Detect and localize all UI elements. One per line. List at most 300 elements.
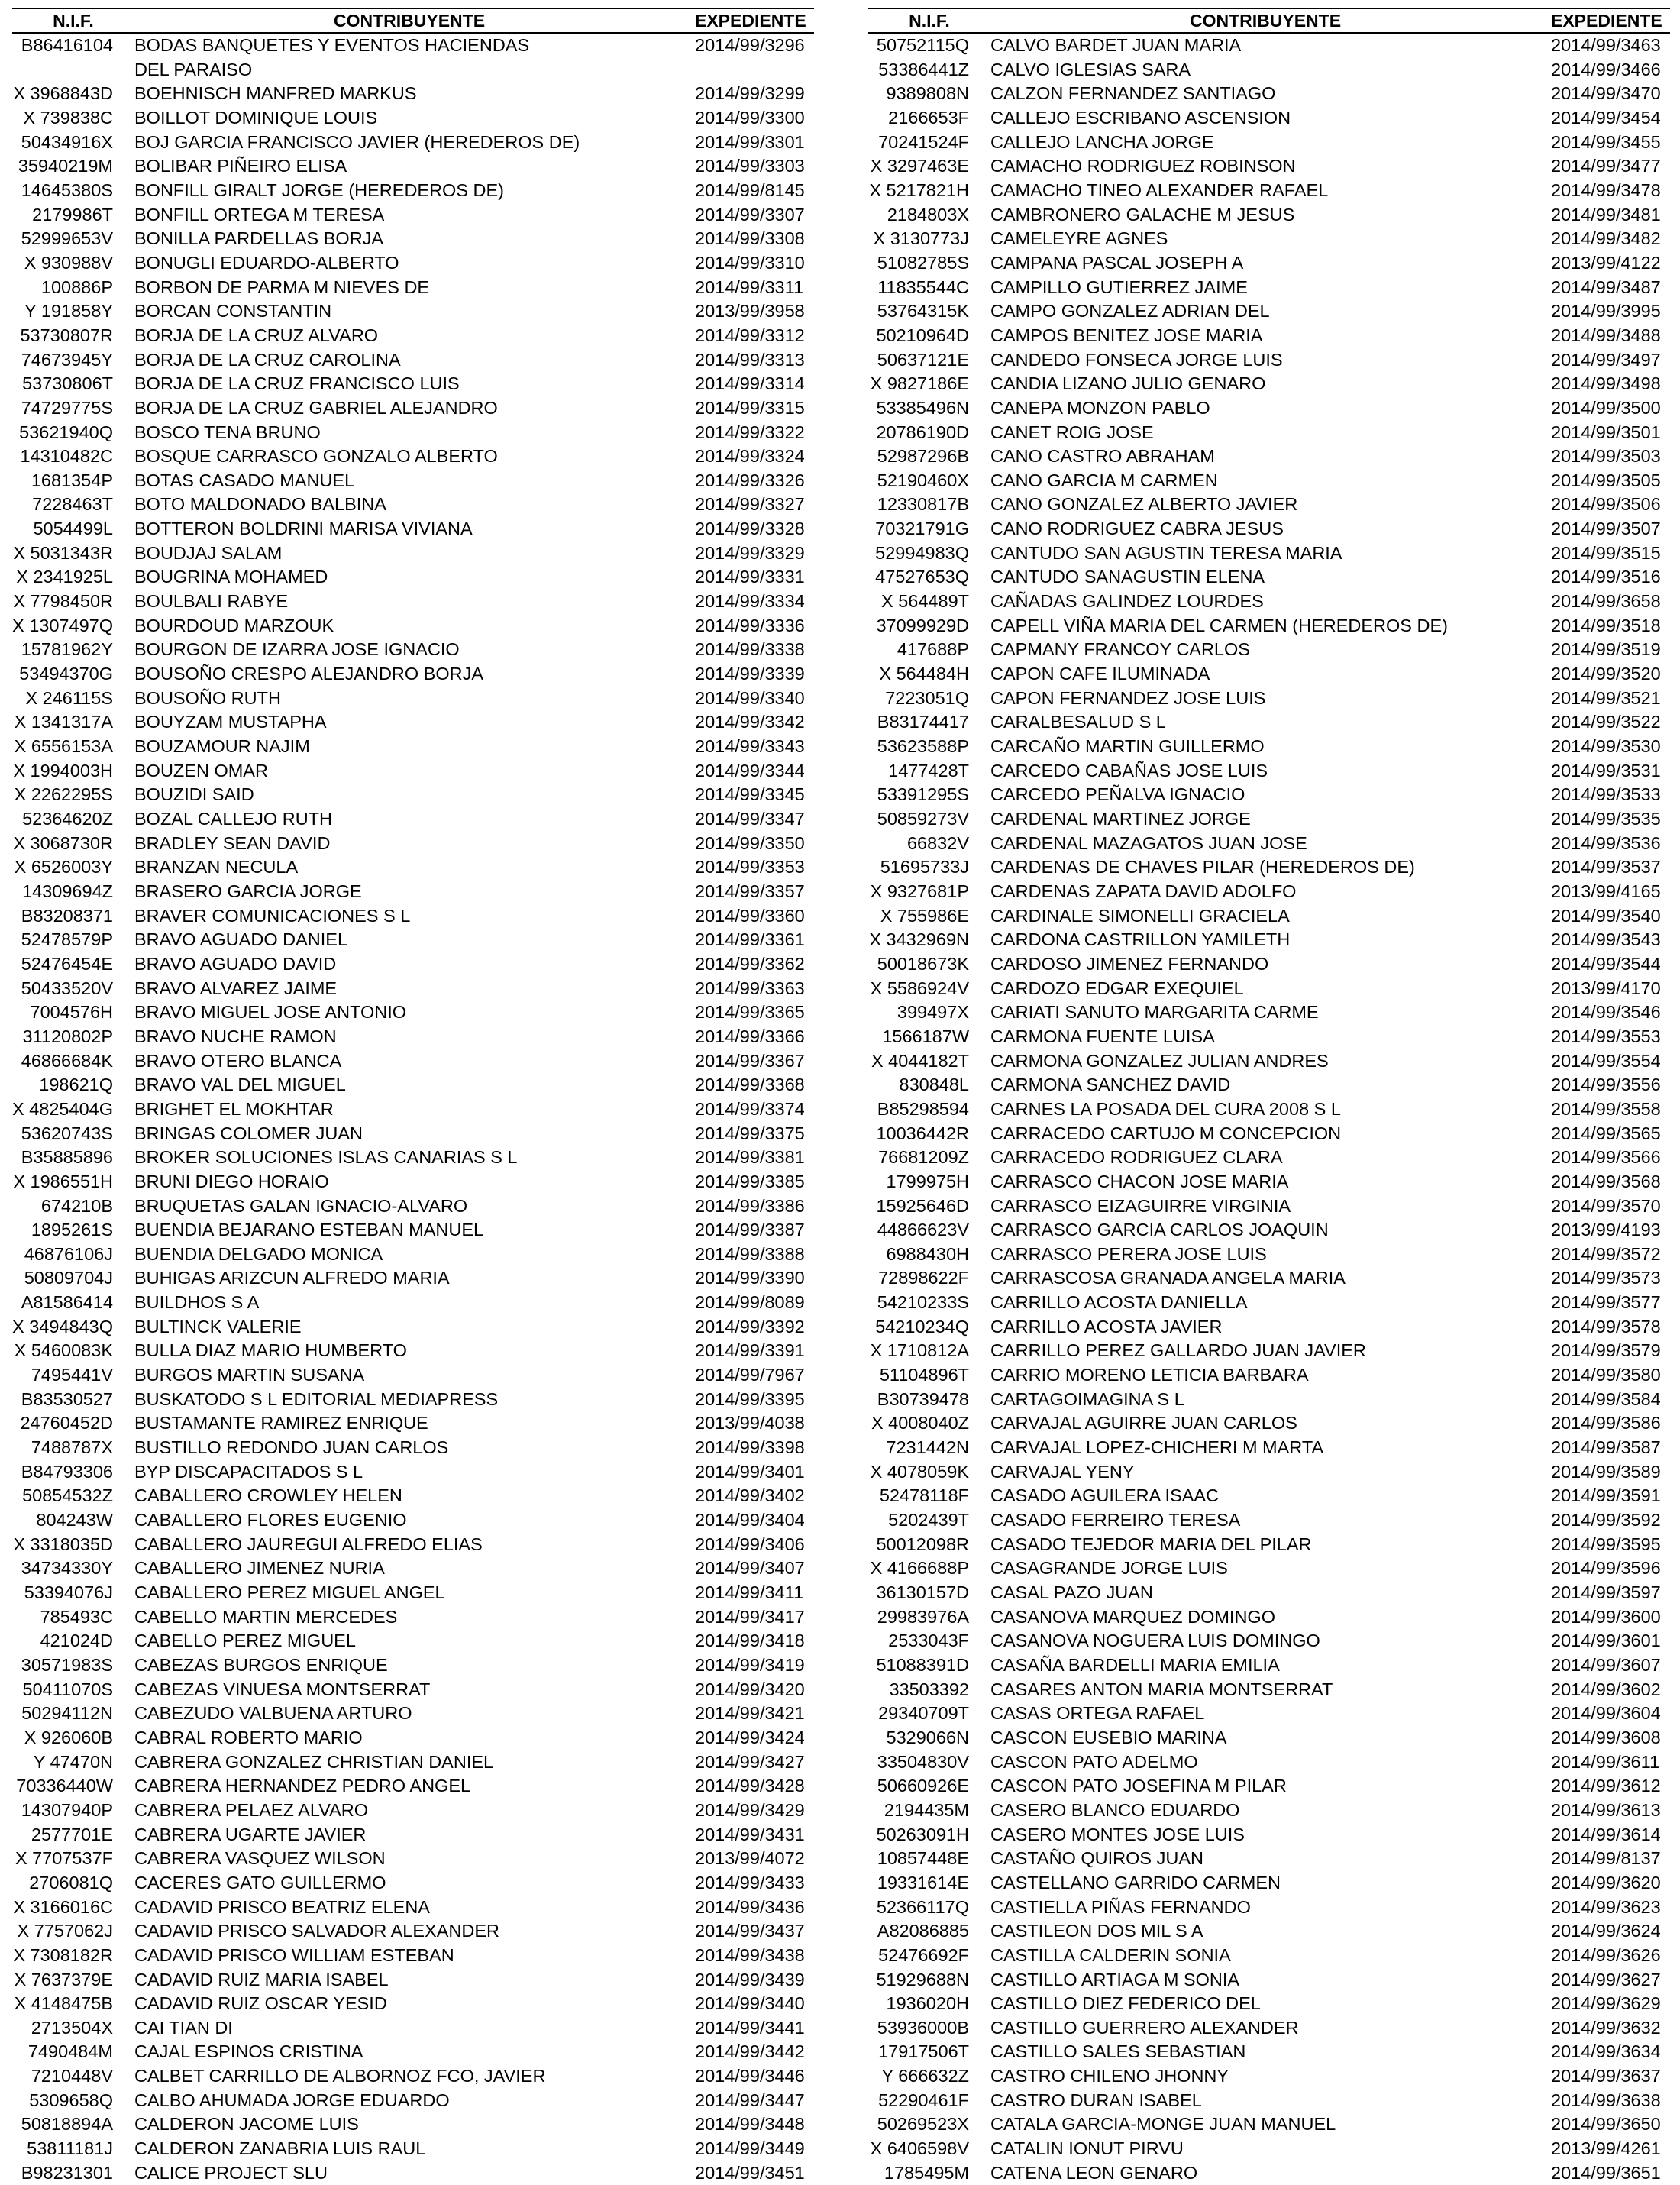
expediente-cell: 2014/99/3579 [1551, 1340, 1661, 1361]
header-row [868, 8, 1670, 33]
contribuyente-cell: CARDOSO JIMENEZ FERNANDO [990, 953, 1269, 974]
header-contribuyente: CONTRIBUYENTE [990, 8, 1540, 33]
expediente-cell: 2014/99/3592 [1551, 1510, 1661, 1530]
nif-cell: 53623588P [877, 736, 969, 757]
contribuyente-cell: BUILDHOS S A [134, 1292, 260, 1313]
expediente-cell: 2014/99/3424 [695, 1727, 805, 1747]
nif-cell: X 6526003Y [14, 857, 113, 878]
table-row [12, 372, 814, 396]
contribuyente-cell: BONFILL ORTEGA M TERESA [134, 204, 385, 225]
contribuyente-cell: CARDENAS ZAPATA DAVID ADOLFO [990, 881, 1297, 901]
expediente-cell: 2014/99/3374 [695, 1098, 805, 1119]
nif-cell: 52478118F [879, 1485, 969, 1506]
nif-cell: 830848L [899, 1075, 969, 1095]
contribuyente-cell: BONUGLI EDUARDO-ALBERTO [134, 252, 399, 273]
table-row [868, 517, 1670, 541]
expediente-cell: 2014/99/3401 [695, 1461, 805, 1482]
contribuyente-cell: CARRASCO GARCIA CARLOS JOAQUIN [990, 1220, 1329, 1240]
table-row [12, 1484, 814, 1508]
table-row [868, 759, 1670, 784]
nif-cell: 46866684K [21, 1050, 113, 1071]
expediente-cell: 2014/99/3385 [695, 1171, 805, 1191]
nif-cell: 53621940Q [19, 422, 113, 442]
expediente-cell: 2014/99/3308 [695, 228, 805, 249]
nif-cell: Y 47470N [33, 1751, 113, 1772]
taxpayer-table-left [12, 8, 814, 2185]
expediente-cell: 2014/99/3429 [695, 1799, 805, 1820]
contribuyente-cell: CASANOVA MARQUEZ DOMINGO [990, 1606, 1275, 1627]
contribuyente-cell: CABALLERO CROWLEY HELEN [134, 1485, 402, 1506]
nif-cell: 76681209Z [878, 1147, 969, 1168]
nif-cell: 52190460X [877, 470, 969, 490]
expediente-cell: 2013/99/4038 [695, 1413, 805, 1434]
nif-cell: X 1341317A [14, 712, 113, 732]
expediente-cell: 2014/99/3580 [1551, 1365, 1661, 1385]
nif-cell: 53394076J [24, 1582, 113, 1602]
nif-cell: 14307940P [21, 1799, 113, 1820]
expediente-cell: 2014/99/3507 [1551, 519, 1661, 539]
table-row [12, 1774, 814, 1799]
table-row [868, 952, 1670, 977]
nif-cell: X 755986E [880, 905, 969, 926]
table-row [12, 154, 814, 179]
table-row [12, 469, 814, 493]
table-row [868, 1194, 1670, 1219]
table-row [12, 1847, 814, 1871]
table-row [868, 662, 1670, 687]
nif-cell: 50411070S [22, 1679, 113, 1699]
table-row [12, 203, 814, 228]
nif-cell: 2577701E [31, 1824, 113, 1844]
table-row [868, 1315, 1670, 1340]
contribuyente-cell: BRIGHET EL MOKHTAR [134, 1098, 334, 1119]
expediente-cell: 2014/99/3995 [1551, 301, 1661, 322]
expediente-cell: 2014/99/3404 [695, 1510, 805, 1530]
expediente-cell: 2014/99/3515 [1551, 542, 1661, 563]
expediente-cell: 2014/99/3531 [1551, 760, 1661, 781]
table-row [868, 1122, 1670, 1146]
nif-cell: 1785495M [884, 2162, 969, 2183]
contribuyente-cell: CATALIN IONUT PIRVU [990, 2138, 1184, 2159]
nif-cell: 6988430H [886, 1243, 969, 1264]
expediente-cell: 2014/99/3556 [1551, 1075, 1661, 1095]
expediente-cell: 2014/99/3381 [695, 1147, 805, 1168]
nif-cell: B83174417 [877, 712, 969, 732]
table-row [12, 1411, 814, 1436]
nif-cell: 1895261S [31, 1220, 113, 1240]
contribuyente-cell: CARCEDO CABAÑAS JOSE LUIS [990, 760, 1268, 781]
contribuyente-cell: CANTUDO SANAGUSTIN ELENA [990, 567, 1265, 587]
table-row [12, 1049, 814, 1074]
expediente-cell: 2014/99/3418 [695, 1631, 805, 1651]
nif-cell: 7495441V [31, 1365, 113, 1385]
table-row [12, 1968, 814, 1993]
table-row [868, 33, 1670, 58]
table-row [12, 2040, 814, 2064]
header-nif: N.I.F. [868, 8, 990, 33]
nif-cell: X 2341925L [16, 567, 113, 587]
nif-cell: 54210233S [877, 1292, 969, 1313]
expediente-cell: 2014/99/3398 [695, 1437, 805, 1458]
nif-cell: 53391295S [877, 784, 969, 805]
expediente-cell: 2014/99/3650 [1551, 2114, 1661, 2135]
nif-cell: Y 191858Y [24, 301, 113, 322]
nif-cell: B83208371 [21, 905, 113, 926]
table-row [12, 2089, 814, 2113]
table-row [868, 1025, 1670, 1049]
table-row [868, 1774, 1670, 1799]
table-row [12, 614, 814, 638]
nif-cell: 52364620Z [22, 809, 113, 829]
nif-cell: 50660926E [877, 1776, 969, 1796]
expediente-cell: 2014/99/3612 [1551, 1776, 1661, 1796]
expediente-cell: 2014/99/3417 [695, 1606, 805, 1627]
nif-cell: 100886P [40, 276, 113, 297]
expediente-cell: 2014/99/3433 [695, 1872, 805, 1892]
contribuyente-cell: CABRERA GONZALEZ CHRISTIAN DANIEL [134, 1751, 494, 1772]
table-row [12, 1339, 814, 1363]
expediente-cell: 2014/99/3428 [695, 1776, 805, 1796]
table-row [868, 1170, 1670, 1194]
table-row [12, 1291, 814, 1315]
nif-cell: 53764315K [877, 301, 969, 322]
table-row [12, 324, 814, 348]
nif-cell: X 926060B [24, 1727, 113, 1747]
expediente-cell: 2014/99/3573 [1551, 1268, 1661, 1288]
expediente-cell: 2014/99/3518 [1551, 615, 1661, 635]
table-row [868, 1750, 1670, 1775]
expediente-cell: 2014/99/3357 [695, 881, 805, 901]
table-row [12, 1823, 814, 1847]
table-row [868, 1533, 1670, 1557]
nif-cell: 399497X [897, 1002, 969, 1023]
table-row [12, 541, 814, 566]
nif-cell: B83530527 [21, 1388, 113, 1409]
nif-cell: X 3297463E [870, 156, 969, 176]
table-row [12, 710, 814, 735]
contribuyente-cell: BORJA DE LA CRUZ CAROLINA [134, 349, 401, 370]
expediente-cell: 2014/99/3420 [695, 1679, 805, 1699]
contribuyente-cell: BRAVO AGUADO DAVID [134, 953, 337, 974]
table-row [12, 1000, 814, 1025]
nif-cell: 14309694Z [22, 881, 113, 901]
nif-cell: 14645380S [21, 179, 113, 200]
nif-cell: 50263091H [876, 1824, 969, 1844]
expediente-cell: 2014/99/3451 [695, 2162, 805, 2183]
expediente-cell: 2014/99/3329 [695, 542, 805, 563]
expediente-cell: 2014/99/3334 [695, 591, 805, 612]
table-row [868, 154, 1670, 179]
table-row [12, 1653, 814, 1678]
contribuyente-cell: CARRASCOSA GRANADA ANGELA MARIA [990, 1268, 1346, 1288]
nif-cell: 52290461F [878, 2090, 969, 2110]
contribuyente-cell: CALICE PROJECT SLU [134, 2162, 328, 2183]
expediente-cell: 2014/99/3331 [695, 567, 805, 587]
contribuyente-cell: CASCON EUSEBIO MARINA [990, 1727, 1227, 1747]
table-row [12, 493, 814, 517]
table-row [868, 1896, 1670, 1920]
nif-cell: B35885896 [21, 1147, 113, 1168]
nif-cell: 2194435M [884, 1799, 969, 1820]
expediente-cell: 2014/99/3307 [695, 204, 805, 225]
table-row [868, 1847, 1670, 1871]
nif-cell: 5309658Q [29, 2090, 113, 2110]
nif-cell: 50859273V [877, 809, 969, 829]
contribuyente-cell: CARIATI SANUTO MARGARITA CARME [990, 1002, 1319, 1023]
contribuyente-cell: CAMACHO RODRIGUEZ ROBINSON [990, 156, 1296, 176]
contribuyente-cell: CARDONA CASTRILLON YAMILETH [990, 929, 1291, 950]
expediente-cell: 2014/99/3546 [1551, 1002, 1661, 1023]
nif-cell: X 3432969N [869, 929, 969, 950]
contribuyente-cell: BOUSOÑO RUTH [134, 687, 281, 708]
table-row [12, 179, 814, 203]
expediente-cell: 2014/99/3447 [695, 2090, 805, 2110]
contribuyente-cell: CAÑADAS GALINDEZ LOURDES [990, 591, 1264, 612]
contribuyente-cell: BRAVO MIGUEL JOSE ANTONIO [134, 1002, 407, 1023]
table-row [868, 1218, 1670, 1243]
table-row [12, 687, 814, 711]
table-row [868, 1049, 1670, 1074]
contribuyente-cell: BOUZEN OMAR [134, 760, 268, 781]
expediente-cell: 2014/99/3627 [1551, 1969, 1661, 1989]
nif-cell: X 7707537F [15, 1848, 113, 1869]
nif-cell: 74673945Y [21, 349, 113, 370]
expediente-cell: 2014/99/8145 [695, 179, 805, 200]
nif-cell: 198621Q [39, 1075, 113, 1095]
table-row [12, 1097, 814, 1122]
expediente-cell: 2014/99/3367 [695, 1050, 805, 1071]
expediente-cell: 2014/99/3402 [695, 1485, 805, 1506]
expediente-cell: 2014/99/3366 [695, 1026, 805, 1046]
table-row [868, 880, 1670, 904]
contribuyente-cell: BUSTAMANTE RAMIREZ ENRIQUE [134, 1413, 428, 1434]
nif-cell: 7490484M [27, 2041, 113, 2062]
contribuyente-cell: CABEZUDO VALBUENA ARTURO [134, 1703, 412, 1724]
expediente-cell: 2014/99/3623 [1551, 1896, 1661, 1917]
nif-cell: 36130157D [876, 1582, 969, 1602]
contribuyente-cell: CAMACHO TINEO ALEXANDER RAFAEL [990, 179, 1329, 200]
expediente-cell: 2014/99/3454 [1551, 107, 1661, 128]
nif-cell: 50018673K [877, 953, 969, 974]
nif-cell: X 5460083K [14, 1340, 113, 1361]
expediente-cell: 2014/99/3300 [695, 107, 805, 128]
contribuyente-cell: CANO RODRIGUEZ CABRA JESUS [990, 519, 1284, 539]
contribuyente-cell: CASARES ANTON MARIA MONTSERRAT [990, 1679, 1333, 1699]
table-row [868, 1508, 1670, 1533]
contribuyente-cell: BULTINCK VALERIE [134, 1316, 302, 1337]
table-row [868, 832, 1670, 856]
nif-cell: 15925646D [876, 1195, 969, 1216]
expediente-cell: 2014/99/3626 [1551, 1944, 1661, 1965]
expediente-cell: 2014/99/3570 [1551, 1195, 1661, 1216]
table-row [12, 1508, 814, 1533]
expediente-cell: 2014/99/3303 [695, 156, 805, 176]
nif-cell: 53730806T [22, 373, 113, 394]
table-row [868, 1944, 1670, 1968]
table-row [12, 904, 814, 929]
contribuyente-cell: CARMONA GONZALEZ JULIAN ANDRES [990, 1050, 1329, 1071]
table-row [868, 565, 1670, 590]
expediente-cell: 2014/99/3342 [695, 712, 805, 732]
table-row [868, 1726, 1670, 1750]
contribuyente-cell: BOUZAMOUR NAJIM [134, 736, 310, 757]
contribuyente-cell: BRASERO GARCIA JORGE [134, 881, 362, 901]
expediente-cell: 2014/99/3565 [1551, 1123, 1661, 1143]
expediente-cell: 2014/99/3328 [695, 519, 805, 539]
contribuyente-cell: BUENDIA BEJARANO ESTEBAN MANUEL [134, 1220, 484, 1240]
expediente-cell: 2014/99/3375 [695, 1123, 805, 1143]
table-row [868, 131, 1670, 155]
table-row [12, 1944, 814, 1968]
nif-cell: 7223051Q [885, 687, 969, 708]
nif-cell: 12330817B [877, 494, 969, 515]
table-row [868, 1146, 1670, 1170]
expediente-cell: 2014/99/3533 [1551, 784, 1661, 805]
contribuyente-cell: BORBON DE PARMA M NIEVES DE [134, 276, 430, 297]
nif-cell: 70321791G [875, 519, 969, 539]
contribuyente-cell: CASERO MONTES JOSE LUIS [990, 1824, 1245, 1844]
expediente-cell: 2014/99/3637 [1551, 2066, 1661, 2086]
table-row [12, 1170, 814, 1194]
table-row [868, 1605, 1670, 1630]
expediente-cell: 2014/99/3310 [695, 252, 805, 273]
table-row [868, 106, 1670, 131]
expediente-cell: 2014/99/3624 [1551, 1921, 1661, 1941]
table-row [868, 1460, 1670, 1485]
expediente-cell: 2014/99/3313 [695, 349, 805, 370]
contribuyente-cell: CABALLERO JAUREGUI ALFREDO ELIAS [134, 1534, 483, 1554]
expediente-cell: 2014/99/3522 [1551, 712, 1661, 732]
header-row [12, 8, 814, 33]
contribuyente-cell: CASADO TEJEDOR MARIA DEL PILAR [990, 1534, 1312, 1554]
contribuyente-cell: CANDEDO FONSECA JORGE LUIS [990, 349, 1283, 370]
nif-cell: X 2262295S [14, 784, 113, 805]
nif-cell: 53730807R [20, 325, 113, 345]
nif-cell: X 3968843D [13, 83, 113, 104]
table-row [12, 131, 814, 155]
expediente-cell: 2014/99/3395 [695, 1388, 805, 1409]
contribuyente-cell: CAPON FERNANDEZ JOSE LUIS [990, 687, 1266, 708]
header-expediente: EXPEDIENTE [1540, 8, 1670, 33]
contribuyente-cell: CANEPA MONZON PABLO [990, 397, 1210, 418]
expediente-cell: 2014/99/3568 [1551, 1171, 1661, 1191]
nif-cell: 14310482C [20, 446, 113, 467]
expediente-cell: 2014/99/3448 [695, 2114, 805, 2135]
table-row [12, 1726, 814, 1750]
expediente-cell: 2014/99/3365 [695, 1002, 805, 1023]
table-row [868, 1556, 1670, 1581]
nif-cell: 54210234Q [875, 1316, 969, 1337]
contribuyente-cell: CALBET CARRILLO DE ALBORNOZ FCO, JAVIER [134, 2066, 546, 2086]
table-row [12, 1315, 814, 1340]
expediente-cell: 2014/99/3572 [1551, 1243, 1661, 1264]
nif-cell: 2713504X [31, 2017, 113, 2038]
nif-cell: X 7637379E [14, 1969, 113, 1989]
contribuyente-cell: CALDERON JACOME LUIS [134, 2114, 359, 2135]
contribuyente-cell: CARDENAS DE CHAVES PILAR (HEREDEROS DE) [990, 857, 1415, 878]
nif-cell: 52476692F [878, 1944, 969, 1965]
nif-cell: X 3068730R [13, 832, 113, 853]
nif-cell: 53620743S [21, 1123, 113, 1143]
expediente-cell: 2014/99/3600 [1551, 1606, 1661, 1627]
expediente-cell: 2014/99/3620 [1551, 1872, 1661, 1892]
contribuyente-cell: BOJ GARCIA FRANCISCO JAVIER (HEREDEROS DE) [134, 131, 580, 152]
contribuyente-cell: BRADLEY SEAN DAVID [134, 832, 331, 853]
table-row [868, 638, 1670, 662]
expediente-cell: 2014/99/3584 [1551, 1388, 1661, 1409]
nif-cell: X 1986551H [13, 1171, 113, 1191]
table-row [12, 783, 814, 807]
header-nif: N.I.F. [12, 8, 134, 33]
nif-cell: 33504830V [877, 1751, 969, 1772]
contribuyente-cell: CARVAJAL LOPEZ-CHICHERI M MARTA [990, 1437, 1324, 1458]
header-contribuyente: CONTRIBUYENTE [134, 8, 684, 33]
table-row [868, 299, 1670, 324]
nif-cell: 50637121E [877, 349, 969, 370]
nif-cell: 7228463T [32, 494, 113, 515]
contribuyente-cell: BOUSOÑO CRESPO ALEJANDRO BORJA [134, 664, 484, 684]
nif-cell: 24760452D [20, 1413, 113, 1434]
contribuyente-cell: BOSQUE CARRASCO GONZALO ALBERTO [134, 446, 498, 467]
nif-cell: X 739838C [23, 107, 113, 128]
expediente-cell: 2014/99/3340 [695, 687, 805, 708]
table-row [12, 977, 814, 1001]
table-row [12, 1629, 814, 1653]
nif-cell: 70241524F [878, 131, 969, 152]
table-row [12, 1073, 814, 1097]
nif-cell: 10857448E [877, 1848, 969, 1869]
contribuyente-cell: CARMONA FUENTE LUISA [990, 1026, 1215, 1046]
table-row [12, 1436, 814, 1460]
table-row [12, 1799, 814, 1823]
contribuyente-cell: CASTRO DURAN ISABEL [990, 2090, 1202, 2110]
expediente-cell: 2013/99/3958 [695, 301, 805, 322]
contribuyente-cell: CAMPO GONZALEZ ADRIAN DEL [990, 301, 1270, 322]
contribuyente-cell: BUSTILLO REDONDO JUAN CARLOS [134, 1437, 449, 1458]
table-row [868, 1339, 1670, 1363]
table-row [12, 1388, 814, 1412]
nif-cell: 7231442N [886, 1437, 969, 1458]
expediente-cell: 2014/99/3566 [1551, 1147, 1661, 1168]
table-row [868, 1919, 1670, 1944]
contribuyente-cell: CASAS ORTEGA RAFAEL [990, 1703, 1205, 1724]
nif-cell: 30571983S [21, 1654, 113, 1675]
table-row [868, 227, 1670, 251]
nif-cell: X 4078059K [870, 1461, 969, 1482]
nif-cell: 417688P [897, 639, 969, 660]
table-row [12, 735, 814, 759]
nif-cell: 11835544C [877, 276, 969, 297]
nif-cell: 2179986T [32, 204, 113, 225]
nif-cell: 52994983Q [875, 542, 969, 563]
nif-cell: 50752115Q [876, 35, 969, 55]
table-row [868, 324, 1670, 348]
nif-cell: X 5217821H [869, 179, 969, 200]
nif-cell: B84793306 [21, 1461, 113, 1482]
contribuyente-cell: CALZON FERNANDEZ SANTIAGO [990, 83, 1276, 104]
table-row [12, 880, 814, 904]
expediente-cell: 2014/99/3478 [1551, 179, 1661, 200]
nif-cell: X 3130773J [873, 228, 969, 249]
contribuyente-cell: CASTIELLA PIÑAS FERNANDO [990, 1896, 1251, 1917]
table-row [868, 541, 1670, 566]
expediente-cell: 2014/99/3497 [1551, 349, 1661, 370]
contribuyente-cell: CARNES LA POSADA DEL CURA 2008 S L [990, 1098, 1341, 1119]
expediente-cell: 2014/99/3431 [695, 1824, 805, 1844]
table-row [868, 614, 1670, 638]
table-row [868, 1678, 1670, 1702]
contribuyente-cell: CARVAJAL YENY [990, 1461, 1135, 1482]
